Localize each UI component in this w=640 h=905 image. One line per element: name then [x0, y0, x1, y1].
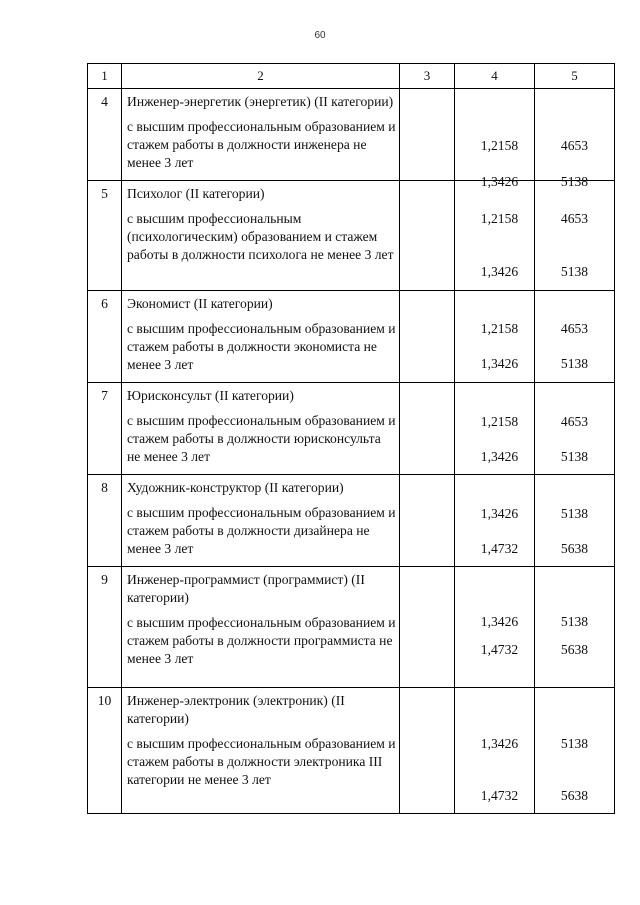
position-requirement: с высшим профессиональным образованием и стажем работы в должности инженера не менее 3 лет	[127, 119, 396, 170]
salary-cell	[535, 383, 615, 475]
position-requirement: с высшим профессиональным образованием и стажем работы в должности электроника III категории не менее 3 лет	[127, 736, 396, 787]
salary-value: 5138	[560, 736, 589, 751]
coefficient-value: 1,2158	[480, 138, 519, 153]
salary-value: 5138	[560, 174, 589, 189]
position-title: Инженер-энергетик (энергетик) (II категории)	[127, 94, 394, 109]
table-row	[88, 291, 615, 383]
header-cell: 2	[122, 64, 400, 89]
row-number: 4	[88, 89, 122, 181]
position-title: Художник-конструктор (II категории)	[127, 480, 344, 495]
salary-cell	[535, 567, 615, 688]
table-row	[88, 89, 615, 181]
position-cell	[122, 688, 400, 814]
coefficient-value: 1,3426	[480, 506, 519, 521]
position-requirement: с высшим профессиональным (психологическим) образованием и стажем работы в должности психолога не менее 3 лет	[127, 211, 394, 262]
table-row	[88, 688, 615, 814]
row-number: 8	[88, 475, 122, 567]
coefficient-cell	[455, 181, 535, 291]
coefficient-value: 1,3426	[480, 174, 519, 189]
table-header-row	[88, 64, 615, 89]
row-number: 7	[88, 383, 122, 475]
salary-value: 5638	[560, 541, 589, 556]
coefficient-cell	[455, 475, 535, 567]
position-cell	[122, 181, 400, 291]
position-cell	[122, 291, 400, 383]
coefficient-cell	[455, 291, 535, 383]
position-requirement: с высшим профессиональным образованием и стажем работы в должности экономиста не менее 3 лет	[127, 321, 396, 372]
salary-cell	[535, 291, 615, 383]
coefficient-value: 1,3426	[480, 736, 519, 751]
coefficient-value: 1,2158	[480, 211, 519, 226]
empty-cell	[400, 291, 455, 383]
coefficient-value: 1,3426	[480, 614, 519, 629]
page-number: 60	[314, 30, 326, 41]
header-cell: 1	[88, 64, 122, 89]
coefficient-value: 1,3426	[480, 264, 519, 279]
empty-cell	[400, 181, 455, 291]
salary-value: 5138	[560, 449, 589, 464]
position-requirement: с высшим профессиональным образованием и стажем работы в должности юрисконсульта не менее 3 лет	[127, 413, 396, 464]
empty-cell	[400, 475, 455, 567]
salary-value: 4653	[560, 138, 589, 153]
salary-cell	[535, 181, 615, 291]
row-number: 6	[88, 291, 122, 383]
position-title: Психолог (II категории)	[127, 186, 265, 201]
position-title: Инженер-электроник (электроник) (II категории)	[127, 693, 345, 726]
position-cell	[122, 475, 400, 567]
coefficient-cell	[455, 383, 535, 475]
salary-cell	[535, 688, 615, 814]
salary-value: 5138	[560, 614, 589, 629]
coefficient-value: 1,2158	[480, 414, 519, 429]
coefficient-value: 1,4732	[480, 642, 519, 657]
empty-cell	[400, 383, 455, 475]
coefficient-value: 1,2158	[480, 321, 519, 336]
position-title: Юрисконсульт (II категории)	[127, 388, 294, 403]
coefficient-cell	[455, 89, 535, 189]
empty-cell	[400, 567, 455, 688]
salary-value: 5638	[560, 642, 589, 657]
salary-value: 5138	[560, 356, 589, 371]
row-number: 10	[88, 688, 122, 814]
row-number: 9	[88, 567, 122, 688]
header-cell: 3	[400, 64, 455, 89]
position-requirement: с высшим профессиональным образованием и стажем работы в должности дизайнера не менее 3 лет	[127, 505, 396, 556]
salary-table	[87, 63, 615, 814]
position-cell	[122, 383, 400, 475]
salary-cell	[535, 475, 615, 567]
coefficient-cell	[455, 567, 535, 688]
empty-cell	[400, 89, 455, 181]
coefficient-value: 1,3426	[480, 449, 519, 464]
empty-cell	[400, 688, 455, 814]
salary-value: 4653	[560, 211, 589, 226]
coefficient-value: 1,3426	[480, 356, 519, 371]
salary-value: 4653	[560, 321, 589, 336]
salary-value: 5138	[560, 264, 589, 279]
header-cell: 4	[455, 64, 535, 89]
table-row	[88, 181, 615, 291]
position-title: Инженер-программист (программист) (II категории)	[127, 572, 365, 605]
salary-value: 5138	[560, 506, 589, 521]
position-cell	[122, 567, 400, 688]
coefficient-value: 1,4732	[480, 788, 519, 803]
table-row	[88, 567, 615, 688]
salary-value: 4653	[560, 414, 589, 429]
salary-value: 5638	[560, 788, 589, 803]
coefficient-value: 1,4732	[480, 541, 519, 556]
coefficient-cell	[455, 688, 535, 814]
table-row	[88, 383, 615, 475]
row-number: 5	[88, 181, 122, 291]
position-cell	[122, 89, 400, 181]
salary-cell	[535, 89, 615, 189]
position-requirement: с высшим профессиональным образованием и стажем работы в должности программиста не менее 3 лет	[127, 615, 396, 666]
header-cell: 5	[535, 64, 615, 89]
table-row	[88, 475, 615, 567]
position-title: Экономист (II категории)	[127, 296, 273, 311]
